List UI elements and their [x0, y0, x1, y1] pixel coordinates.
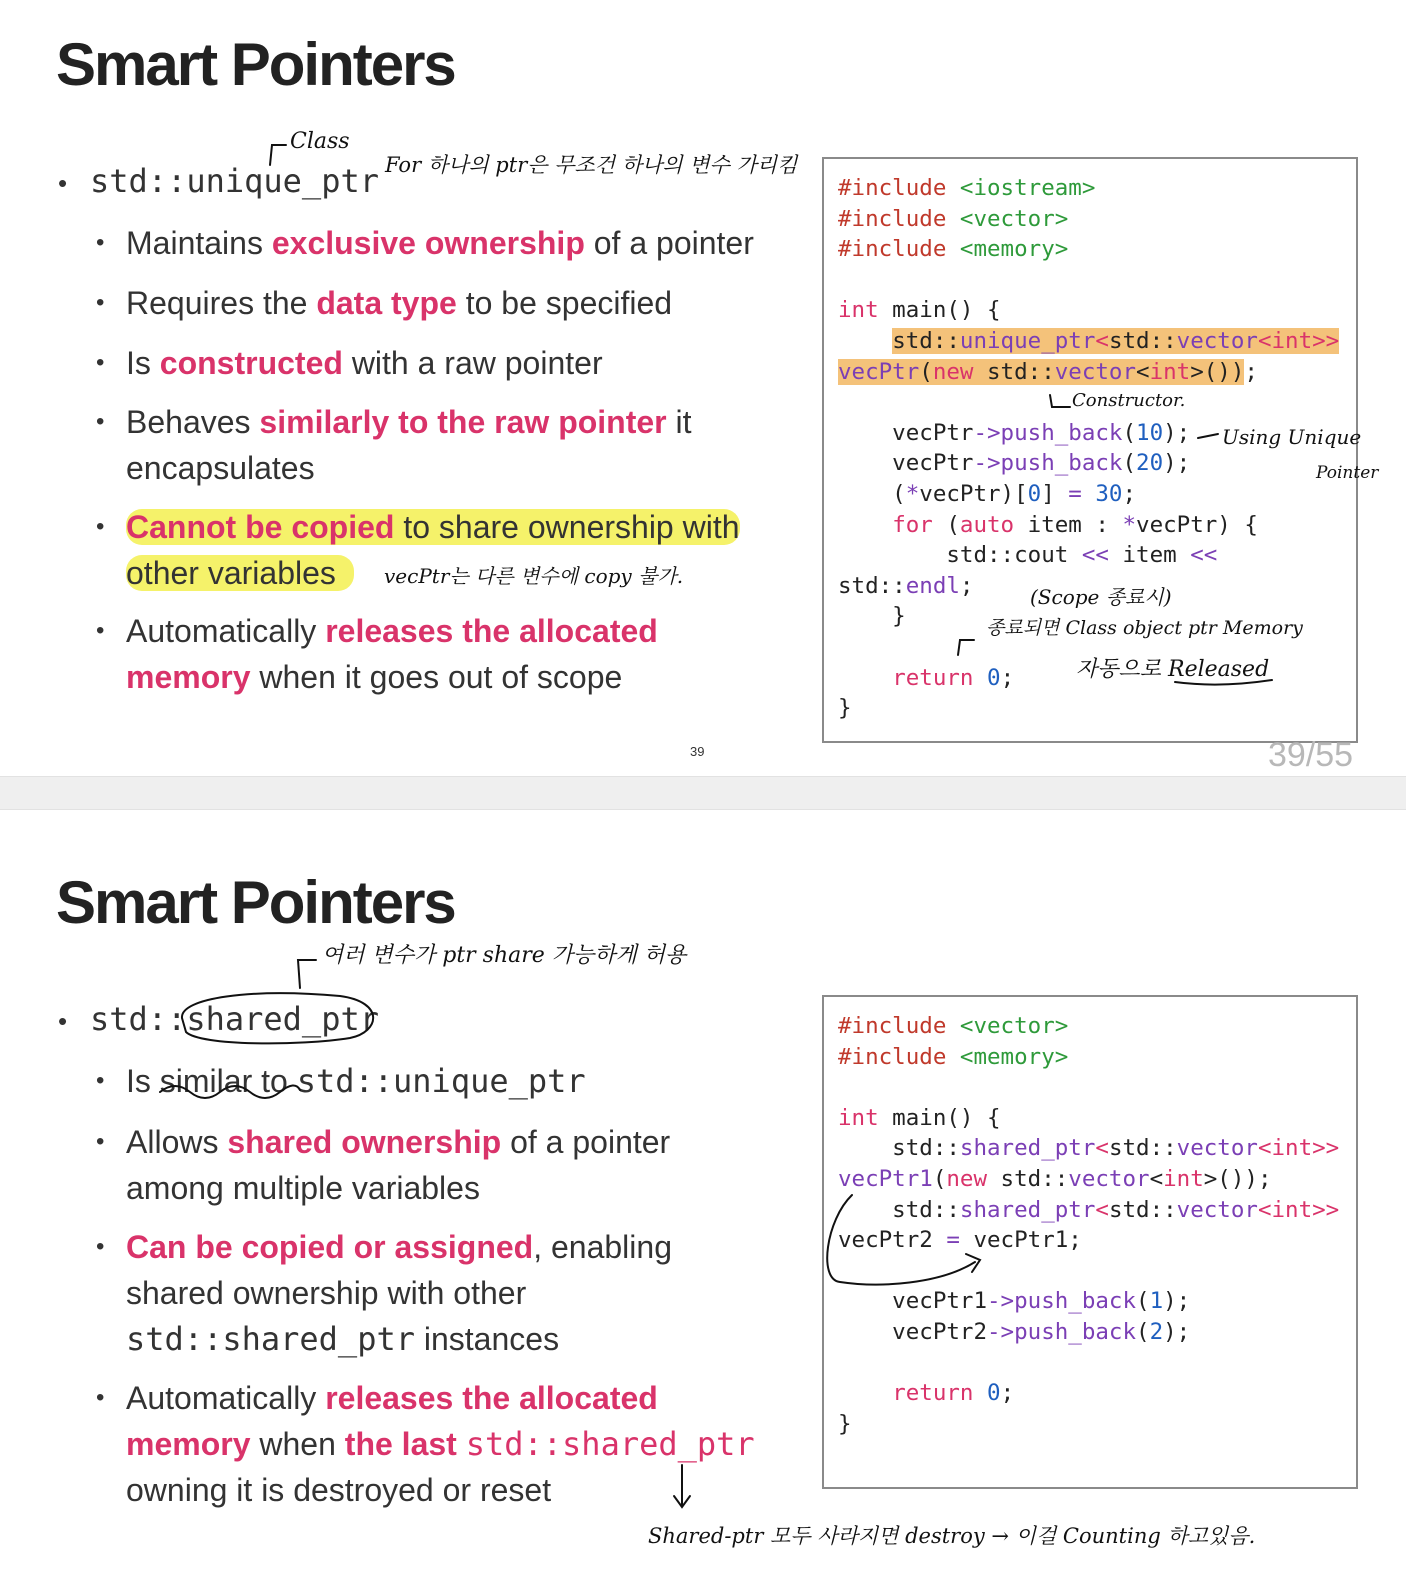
- svg-text:Constructor.: Constructor.: [1072, 390, 1186, 411]
- handwriting-annotations: [0, 810, 1406, 1576]
- svg-text:vecPtr는 다른 변수에 copy 불가.: vecPtr는 다른 변수에 copy 불가.: [384, 564, 684, 588]
- slide-39: [0, 0, 1406, 776]
- list-item: • Automatically releases the allocated memory when the last std::shared_ptr owning it is destroyed or reset: [96, 1380, 755, 1508]
- list-item: • Maintains exclusive ownership of a pointer: [96, 225, 754, 261]
- code-block: #include <vector> #include <memory> int main() { std::shared_ptr<std::vector<int>> vecPtr1(new std::vector<int>()); std::shared_ptr<std::vector<int>> vecPtr2 = vecPtr1; vecPtr1->push_back(1); vecPtr2->push_back(2); return 0; }: [822, 995, 1358, 1489]
- svg-text:여러 변수가 ptr share 가능하게 허용: 여러 변수가 ptr share 가능하게 허용: [322, 943, 687, 968]
- list-item: • Is similar to std::unique_ptr: [96, 1062, 586, 1100]
- slide-title: Smart Pointers: [56, 869, 455, 936]
- svg-text:Pointer: Pointer: [1316, 463, 1379, 483]
- svg-text:Using Unique: Using Unique: [1222, 425, 1362, 449]
- list-item: • Can be copied or assigned, enabling shared ownership with other std::shared_ptr instances: [96, 1229, 672, 1358]
- list-item: • Automatically releases the allocated memory when it goes out of scope: [96, 613, 658, 695]
- list-item: • Is constructed with a raw pointer: [96, 345, 603, 381]
- slide-40: [0, 810, 1406, 1576]
- page-counter: 39/55: [1268, 736, 1354, 774]
- slide-divider: [0, 776, 1406, 810]
- handwriting-annotations: [0, 0, 1406, 776]
- svg-text:For 하나의 ptr은 무조건 하나의 변수 가리킴: For 하나의 ptr은 무조건 하나의 변수 가리킴: [385, 153, 798, 177]
- list-item: • Requires the data type to be specified: [96, 285, 673, 321]
- list-item: • Behaves similarly to the raw pointer it encapsulates: [96, 404, 692, 486]
- bullet-dot: •: [58, 168, 68, 198]
- bullet-shared-ptr: std::shared_ptr: [90, 1000, 379, 1038]
- svg-text:종료되면 Class object ptr Memory: 종료되면 Class object ptr Memory: [986, 617, 1303, 639]
- list-item: • Allows shared ownership of a pointer among multiple variables: [96, 1124, 671, 1206]
- svg-text:Class: Class: [290, 129, 350, 154]
- list-item-highlighted: • Cannot be copied to share ownership with other variables: [96, 509, 740, 591]
- bullet-unique-ptr: std::unique_ptr: [90, 162, 379, 200]
- code-block: #include <iostream> #include <vector> #include <memory> int main() { std::unique_ptr<std::vector<int>> vecPtr(new std::vector<int>()); vecPtr->push_back(10); vecPtr->push_back(20); (*vecPtr)[0] = 30; for (auto item : *vecPtr) { std::cout << item << std::endl; } return 0; }: [822, 157, 1358, 743]
- svg-text:자동으로 Released: 자동으로 Released: [1076, 657, 1270, 682]
- svg-text:Shared-ptr 모두 사라지면 destroy → 이: Shared-ptr 모두 사라지면 destroy → 이걸 Counting 하고있음.: [648, 1524, 1256, 1548]
- slide-title: Smart Pointers: [56, 31, 455, 98]
- bullet-dot: •: [58, 1006, 68, 1036]
- page-number: 39: [690, 744, 705, 759]
- svg-text:(Scope 종료시): (Scope 종료시): [1030, 585, 1172, 609]
